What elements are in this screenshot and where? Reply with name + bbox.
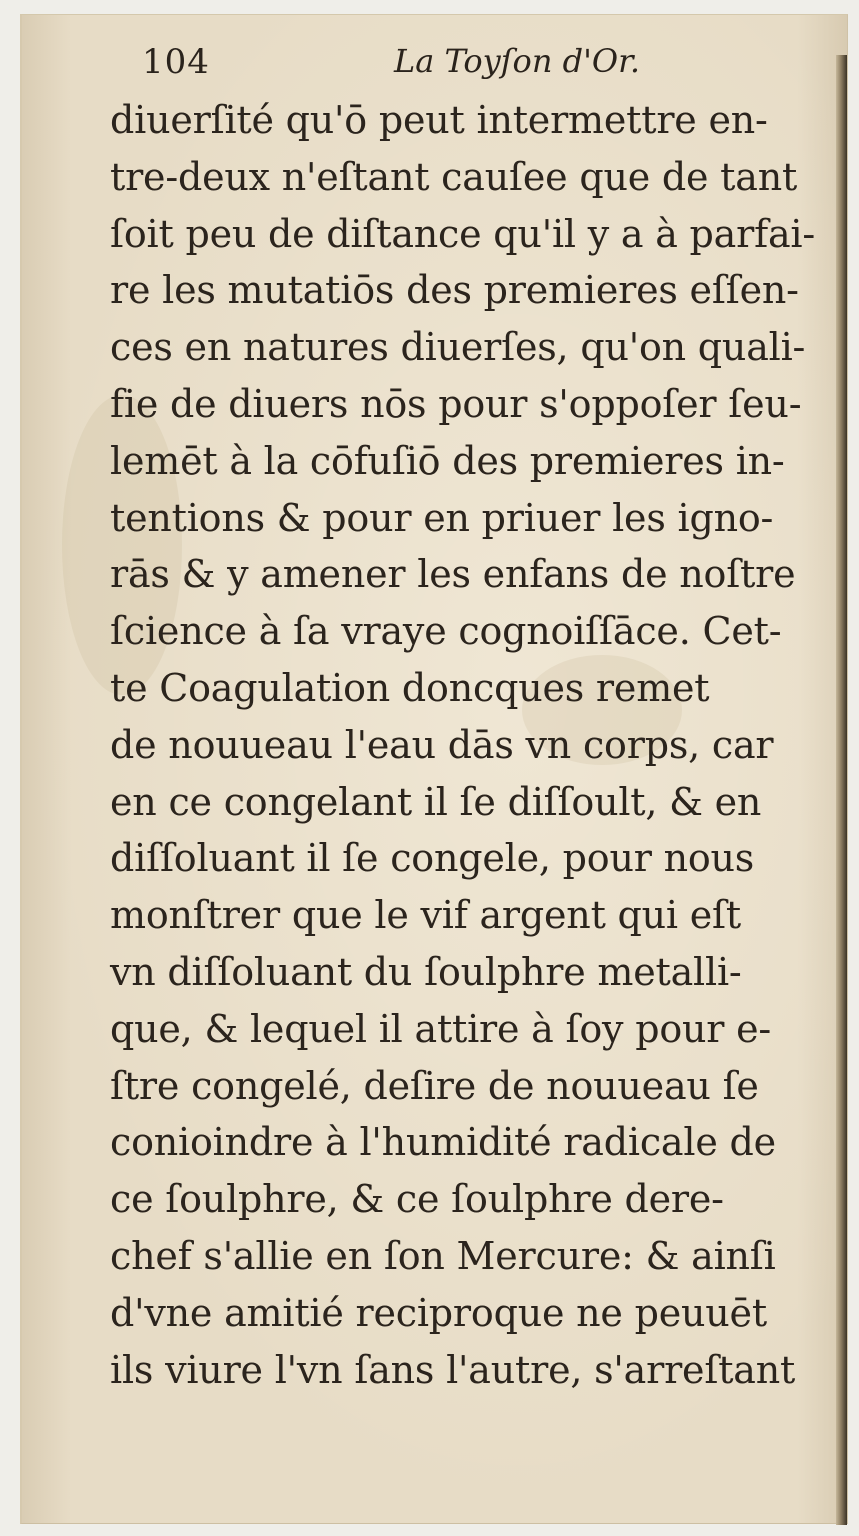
text-line: chef s'allie en ſon Mercure: & ainſi <box>110 1233 776 1278</box>
text-line: tentions & pour en priuer les igno- <box>110 495 774 540</box>
text-line: diuerſité qu'ō peut intermettre en- <box>110 98 768 142</box>
text-line: ſoit peu de diſtance qu'il y a à parfai- <box>110 211 816 256</box>
page-number: 104 <box>142 42 210 82</box>
text-line: tre-deux n'eſtant cauſee que de tant <box>110 154 798 199</box>
book-edge <box>836 55 847 1525</box>
text-line: te Coagulation doncques remet <box>110 665 710 710</box>
page-header <box>142 40 662 88</box>
text-line: ces en natures diuerſes, qu'on quali- <box>110 325 806 370</box>
body-text <box>110 92 826 1398</box>
text-line: monſtrer que le vif argent qui eſt <box>110 893 741 938</box>
text-line: ce ſoulphre, & ce ſoulphre dere- <box>110 1177 724 1222</box>
text-line: rās & y amener les enfans de noſtre <box>110 552 796 597</box>
text-line: ils viure l'vn ſans l'autre, s'arreſtant <box>110 1347 796 1392</box>
text-line: ſtre congelé, deſire de nouueau ſe <box>110 1063 759 1108</box>
text-line: d'vne amitié reciproque ne peuuēt <box>110 1290 767 1335</box>
text-line: que, & lequel il attire à ſoy pour e- <box>110 1006 772 1051</box>
text-line: en ce congelant il ſe diſſoult, & en <box>110 779 762 824</box>
running-title: La Toyſon d'Or. <box>394 42 641 80</box>
text-line: conioindre à l'humidité radicale de <box>110 1120 776 1165</box>
text-line: lemēt à la cōfuſiō des premieres in- <box>110 438 785 483</box>
text-line: fie de diuers nōs pour s'oppoſer ſeu- <box>110 381 802 426</box>
text-line: de nouueau l'eau dās vn corps, car <box>110 722 774 767</box>
text-line: ſcience à ſa vraye cognoiſſāce. Cet- <box>110 609 782 654</box>
text-line: re les mutatiōs des premieres eſſen- <box>110 268 799 313</box>
text-line: vn diſſoluant du ſoulphre metalli- <box>110 949 742 994</box>
text-line: diſſoluant il ſe congele, pour nous <box>110 836 755 881</box>
